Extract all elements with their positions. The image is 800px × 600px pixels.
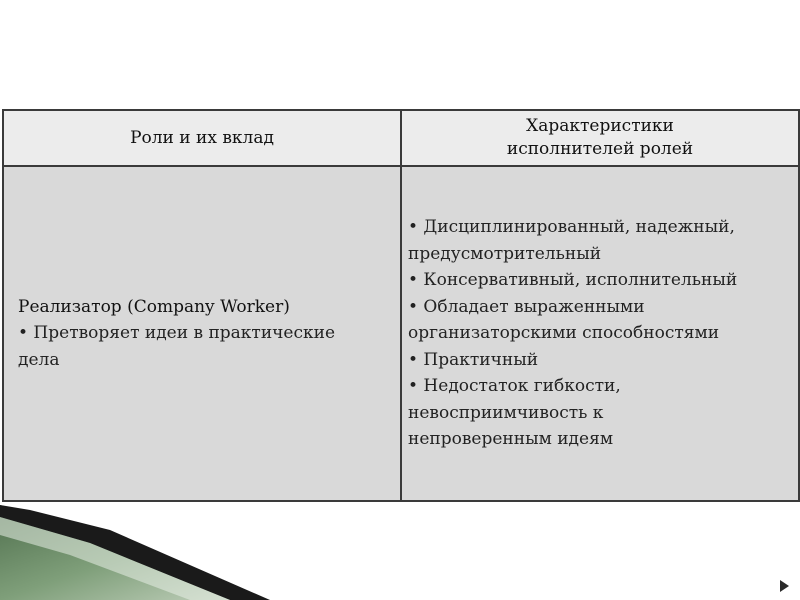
characteristics-cell <box>408 167 798 500</box>
swoosh-decoration <box>0 505 270 600</box>
characteristics-line: • Практичный <box>408 349 539 370</box>
characteristics-line: • Недостаток гибкости, <box>408 376 621 397</box>
next-slide-icon[interactable] <box>776 578 792 594</box>
roles-table <box>2 109 800 502</box>
column-divider <box>400 111 402 500</box>
characteristics-cell-text <box>408 214 798 453</box>
header-characteristics: Характеристики исполнителей ролей <box>506 116 694 159</box>
characteristics-line: организаторскими способностями <box>408 323 720 344</box>
characteristics-line: • Дисциплинированный, надежный, <box>408 217 735 238</box>
characteristics-line: предусмотрительный <box>408 243 602 264</box>
characteristics-line: непроверенным идеям <box>408 429 614 450</box>
role-cell-text <box>18 294 396 374</box>
characteristics-line: • Обладает выраженными <box>408 296 645 317</box>
characteristics-line: • Консервативный, исполнительный <box>408 270 738 291</box>
role-cell <box>18 167 396 500</box>
characteristics-line: невосприимчивость к <box>408 402 604 423</box>
role-contribution-line: • Претворяет идеи в практические <box>18 323 335 344</box>
header-roles: Роли и их вклад <box>130 127 274 148</box>
role-contribution-line: дела <box>18 349 60 370</box>
role-name: Реализатор (Company Worker) <box>18 296 290 317</box>
